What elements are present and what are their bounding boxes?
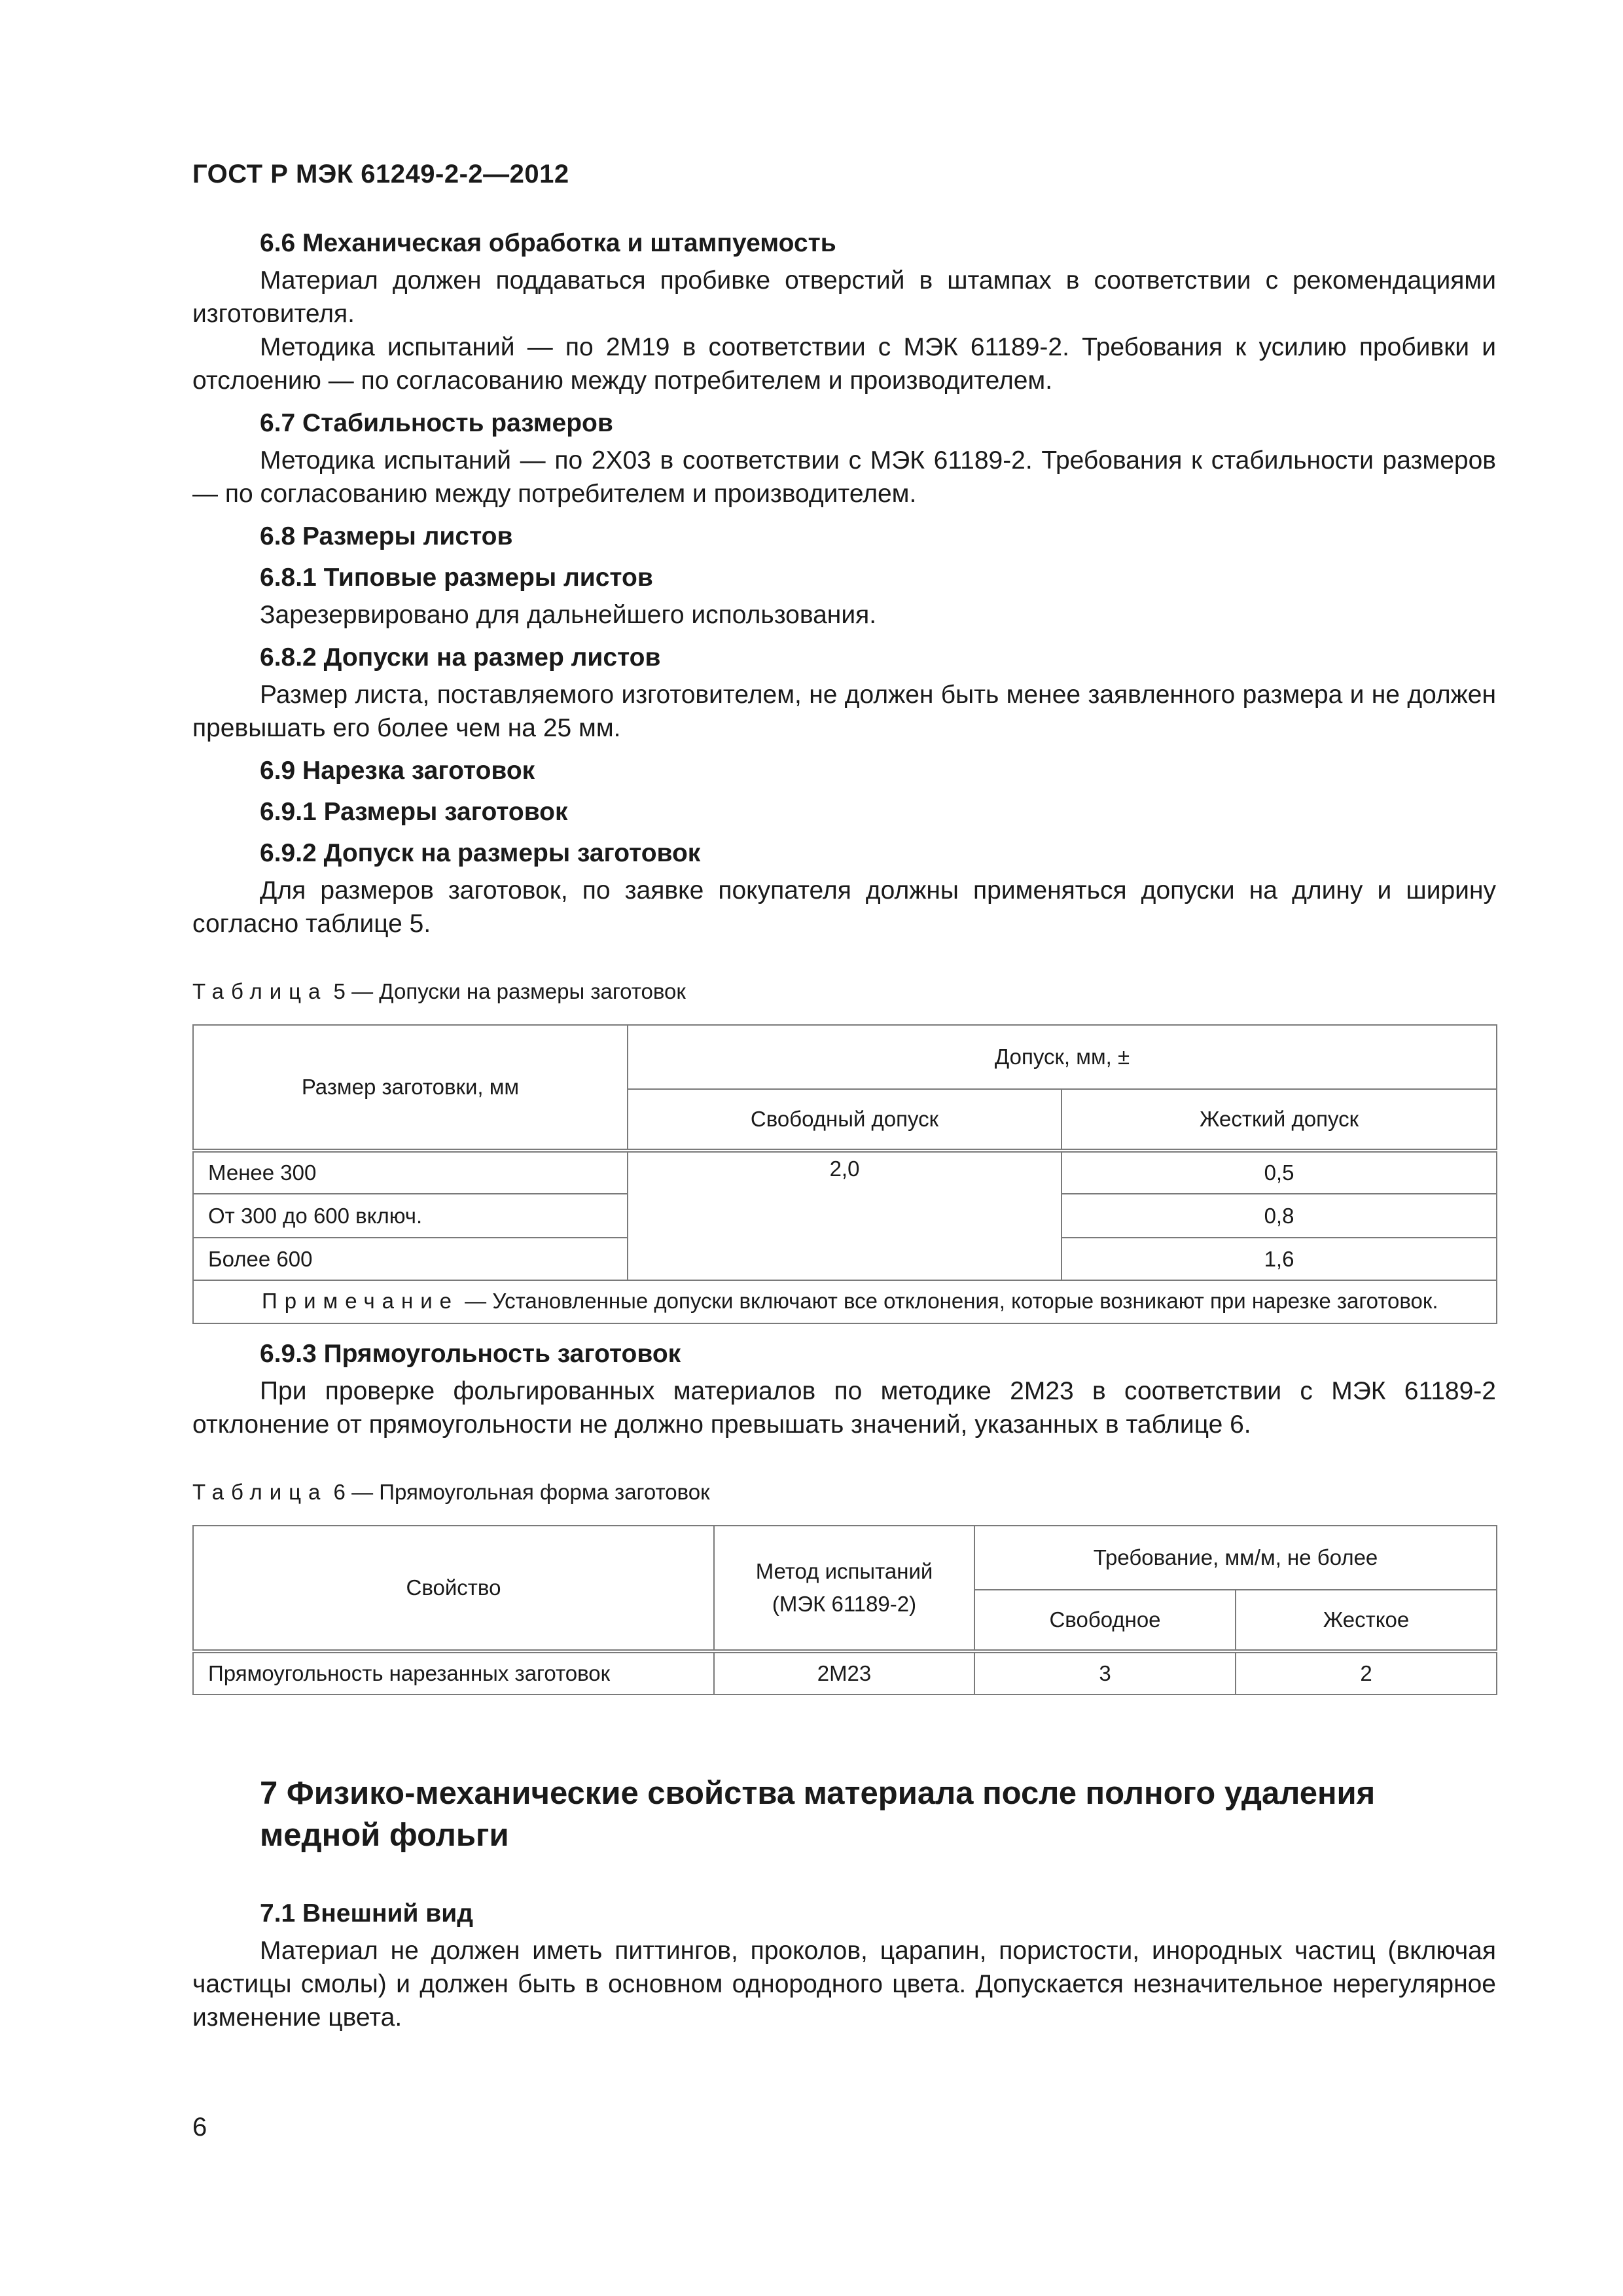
table-5-cell-strict: 0,5: [1061, 1151, 1497, 1194]
table-5-note: [193, 1280, 1497, 1323]
table-row: [193, 1151, 1497, 1194]
heading-6-9-3: 6.9.3 Прямоугольность заготовок: [260, 1340, 681, 1368]
table-6-header-method-line-2: (МЭК 61189-2): [772, 1592, 917, 1616]
table-5-cell-free: 2,0: [628, 1151, 1061, 1280]
heading-6-9-2: 6.9.2 Допуск на размеры заготовок: [260, 839, 701, 867]
table-6-cell-method: 2М23: [714, 1651, 974, 1695]
table-6: [192, 1525, 1497, 1695]
paragraph-6-9-3: При проверке фольгированных материалов по методике 2М23 в соответствии с МЭК 61189-2 отклонение от прямоугольности не должно превышать значений, указанных в таблице 6.: [192, 1377, 1496, 1439]
paragraph-6-9-2: Для размеров заготовок, по заявке покупателя должны применяться допуски на длину и ширину согласно таблице 5.: [192, 876, 1496, 938]
table-5-cell-strict: 1,6: [1061, 1238, 1497, 1280]
heading-6-9: 6.9 Нарезка заготовок: [260, 757, 535, 785]
table-6-header-row: [193, 1526, 1497, 1590]
table-5-header-row: [193, 1025, 1497, 1089]
paragraph-7-1: Материал не должен иметь питтингов, проколов, царапин, пористости, инородных частиц (включая частицы смолы) и должен быть в основном однородного цвета. Допускается незначительное нерегулярное изменение цвета.: [192, 1937, 1496, 2032]
page-number: 6: [192, 2113, 207, 2142]
table-6-cell-property: Прямоугольность нарезанных заготовок: [193, 1651, 714, 1695]
table-6-header-strict: Жесткое: [1236, 1590, 1497, 1651]
table-5-header-tolerance: Допуск, мм, ±: [628, 1025, 1497, 1089]
paragraph-6-8-1: Зарезервировано для дальнейшего использования.: [260, 601, 877, 629]
table-6-header-requirement: Требование, мм/м, не более: [974, 1526, 1497, 1590]
heading-6-7: 6.7 Стабильность размеров: [260, 409, 613, 437]
heading-6-9-1: 6.9.1 Размеры заготовок: [260, 798, 568, 826]
table-6-cell-free: 3: [974, 1651, 1236, 1695]
table-6-caption: [192, 1479, 1496, 1505]
table-5: [192, 1024, 1497, 1324]
table-5-caption-text: 5 — Допуски на размеры заготовок: [327, 979, 686, 1003]
table-6-caption-label: Таблица: [192, 1480, 328, 1504]
table-5-cell-strict: 0,8: [1061, 1194, 1497, 1238]
paragraph-6-6-2: Методика испытаний — по 2М19 в соответствии с МЭК 61189-2. Требования к усилию пробивки и отслоению — по согласованию между потребителем и производителем.: [192, 333, 1496, 395]
table-5-header-strict: Жесткий допуск: [1061, 1089, 1497, 1151]
paragraph-6-6-1: Материал должен поддаваться пробивке отверстий в штампах в соответствии с рекомендациями изготовителя.: [192, 266, 1496, 328]
table-5-header-size: Размер заготовки, мм: [193, 1025, 628, 1151]
document-header: ГОСТ Р МЭК 61249-2-2—2012: [192, 160, 569, 188]
table-5-note-label: Примечание: [262, 1289, 459, 1313]
heading-6-6: 6.6 Механическая обработка и штампуемость: [260, 229, 836, 257]
table-6-header-free: Свободное: [974, 1590, 1236, 1651]
heading-section-7: 7 Физико-механические свойства материала после полного удаления медной фольги: [260, 1776, 1376, 1853]
table-5-header-free: Свободный допуск: [628, 1089, 1061, 1151]
heading-6-8-1: 6.8.1 Типовые размеры листов: [260, 564, 653, 592]
table-5-caption: [192, 978, 1496, 1005]
heading-7-1: 7.1 Внешний вид: [260, 1899, 474, 1928]
paragraph-6-7-1: Методика испытаний — по 2Х03 в соответствии с МЭК 61189-2. Требования к стабильности размеров — по согласованию между потребителем и производителем.: [192, 446, 1496, 508]
table-6-caption-text: 6 — Прямоугольная форма заготовок: [327, 1480, 710, 1504]
table-5-cell-size: От 300 до 600 включ.: [193, 1194, 628, 1238]
table-5-cell-size: Более 600: [193, 1238, 628, 1280]
table-6-cell-strict: 2: [1236, 1651, 1497, 1695]
table-6-header-method: [714, 1526, 974, 1651]
paragraph-6-8-2: Размер листа, поставляемого изготовителем, не должен быть менее заявленного размера и не должен превышать его более чем на 25 мм.: [192, 681, 1496, 742]
document-body: [192, 223, 1496, 2034]
heading-6-8-2: 6.8.2 Допуски на размер листов: [260, 643, 661, 672]
table-5-note-text: — Установленные допуски включают все отклонения, которые возникают при нарезке заготовок.: [459, 1289, 1438, 1313]
table-5-caption-label: Таблица: [192, 979, 328, 1003]
table-5-cell-size: Менее 300: [193, 1151, 628, 1194]
table-5-note-row: [193, 1280, 1497, 1323]
table-6-header-property: Свойство: [193, 1526, 714, 1651]
table-row: [193, 1651, 1497, 1695]
heading-6-8: 6.8 Размеры листов: [260, 522, 513, 550]
table-6-header-method-line-1: Метод испытаний: [755, 1559, 933, 1583]
